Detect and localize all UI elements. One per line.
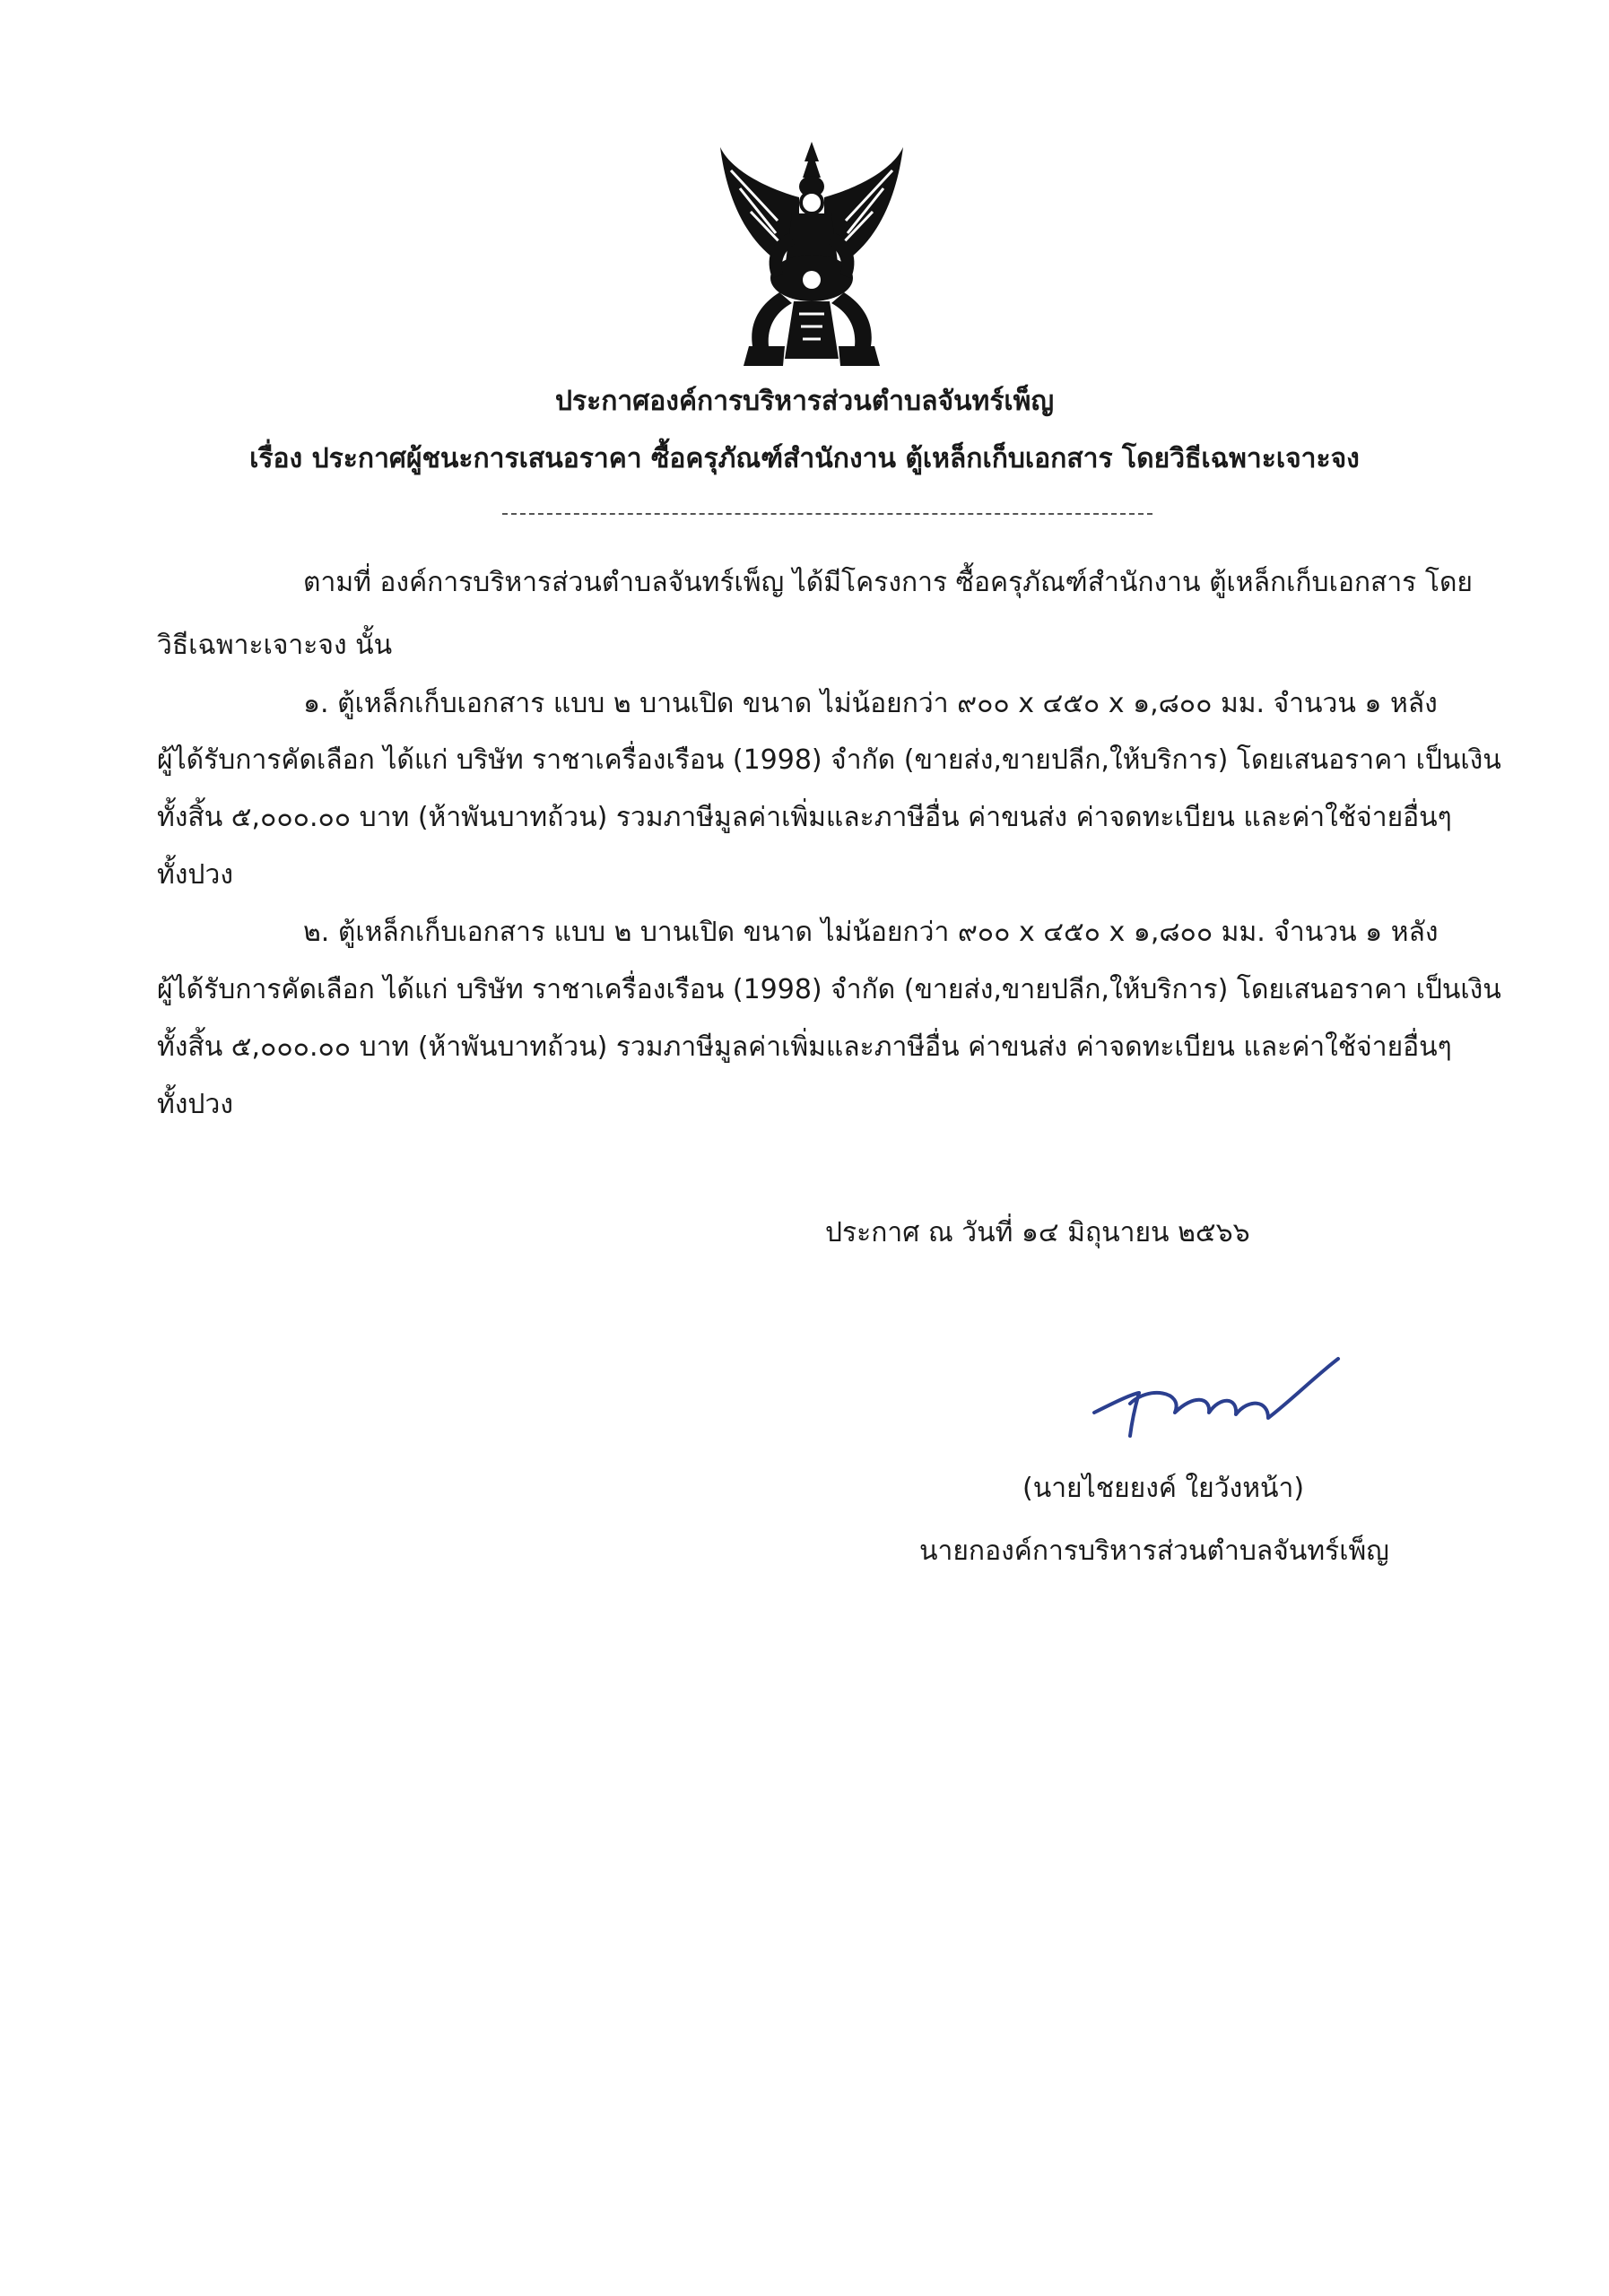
signer-name: (นายไชยยงค์ ใยวังหน้า) [1022, 1473, 1305, 1504]
body-line: ๑. ตู้เหล็กเก็บเอกสาร แบบ ๒ บานเปิด ขนาด ไม่น้อยกว่า ๙๐๐ x ๔๕๐ x ๑,๘๐๐ มม. จำนวน ๑ หลัง [303, 688, 1438, 719]
body-line: ผู้ได้รับการคัดเลือก ได้แก่ บริษัท ราชาเครื่องเรือน (1998) จำกัด (ขายส่ง,ขายปลีก,ให้บริการ) โดยเสนอราคา เป็นเงิน [157, 744, 1501, 776]
document-subject: เรื่อง ประกาศผู้ชนะการเสนอราคา ซื้อครุภัณฑ์สำนักงาน ตู้เหล็กเก็บเอกสาร โดยวิธีเฉพาะเจาะจง [249, 443, 1360, 474]
body-line: ตามที่ องค์การบริหารส่วนตำบลจันทร์เพ็ญ ได้มีโครงการ ซื้อครุภัณฑ์สำนักงาน ตู้เหล็กเก็บเอกสาร โดย [303, 567, 1474, 598]
body-line: ทั้งสิ้น ๕,๐๐๐.๐๐ บาท (ห้าพันบาทถ้วน) รวมภาษีมูลค่าเพิ่มและภาษีอื่น ค่าขนส่ง ค่าจดทะเบียน และค่าใช้จ่ายอื่นๆ [157, 802, 1452, 833]
body-line: ๒. ตู้เหล็กเก็บเอกสาร แบบ ๒ บานเปิด ขนาด ไม่น้อยกว่า ๙๐๐ x ๔๕๐ x ๑,๘๐๐ มม. จำนวน ๑ หลัง [303, 917, 1439, 948]
body-line: วิธีเฉพาะเจาะจง นั้น [157, 630, 393, 661]
body-line: ทั้งปวง [157, 1089, 233, 1120]
handwritten-signature [1076, 1350, 1345, 1448]
document-title: ประกาศองค์การบริหารส่วนตำบลจันทร์เพ็ญ [554, 386, 1055, 417]
announcement-date: ประกาศ ณ วันที่ ๑๔ มิถุนายน ๒๕๖๖ [825, 1217, 1250, 1248]
body-line: ทั้งสิ้น ๕,๐๐๐.๐๐ บาท (ห้าพันบาทถ้วน) รวมภาษีมูลค่าเพิ่มและภาษีอื่น ค่าขนส่ง ค่าจดทะเบียน และค่าใช้จ่ายอื่นๆ [157, 1031, 1452, 1063]
signer-position: นายกองค์การบริหารส่วนตำบลจันทร์เพ็ญ [919, 1535, 1389, 1567]
garuda-emblem-icon [713, 135, 910, 377]
body-line: ทั้งปวง [157, 859, 233, 891]
body-line: ผู้ได้รับการคัดเลือก ได้แก่ บริษัท ราชาเครื่องเรือน (1998) จำกัด (ขายส่ง,ขายปลีก,ให้บริการ) โดยเสนอราคา เป็นเงิน [157, 974, 1501, 1005]
header-divider [502, 513, 1152, 515]
